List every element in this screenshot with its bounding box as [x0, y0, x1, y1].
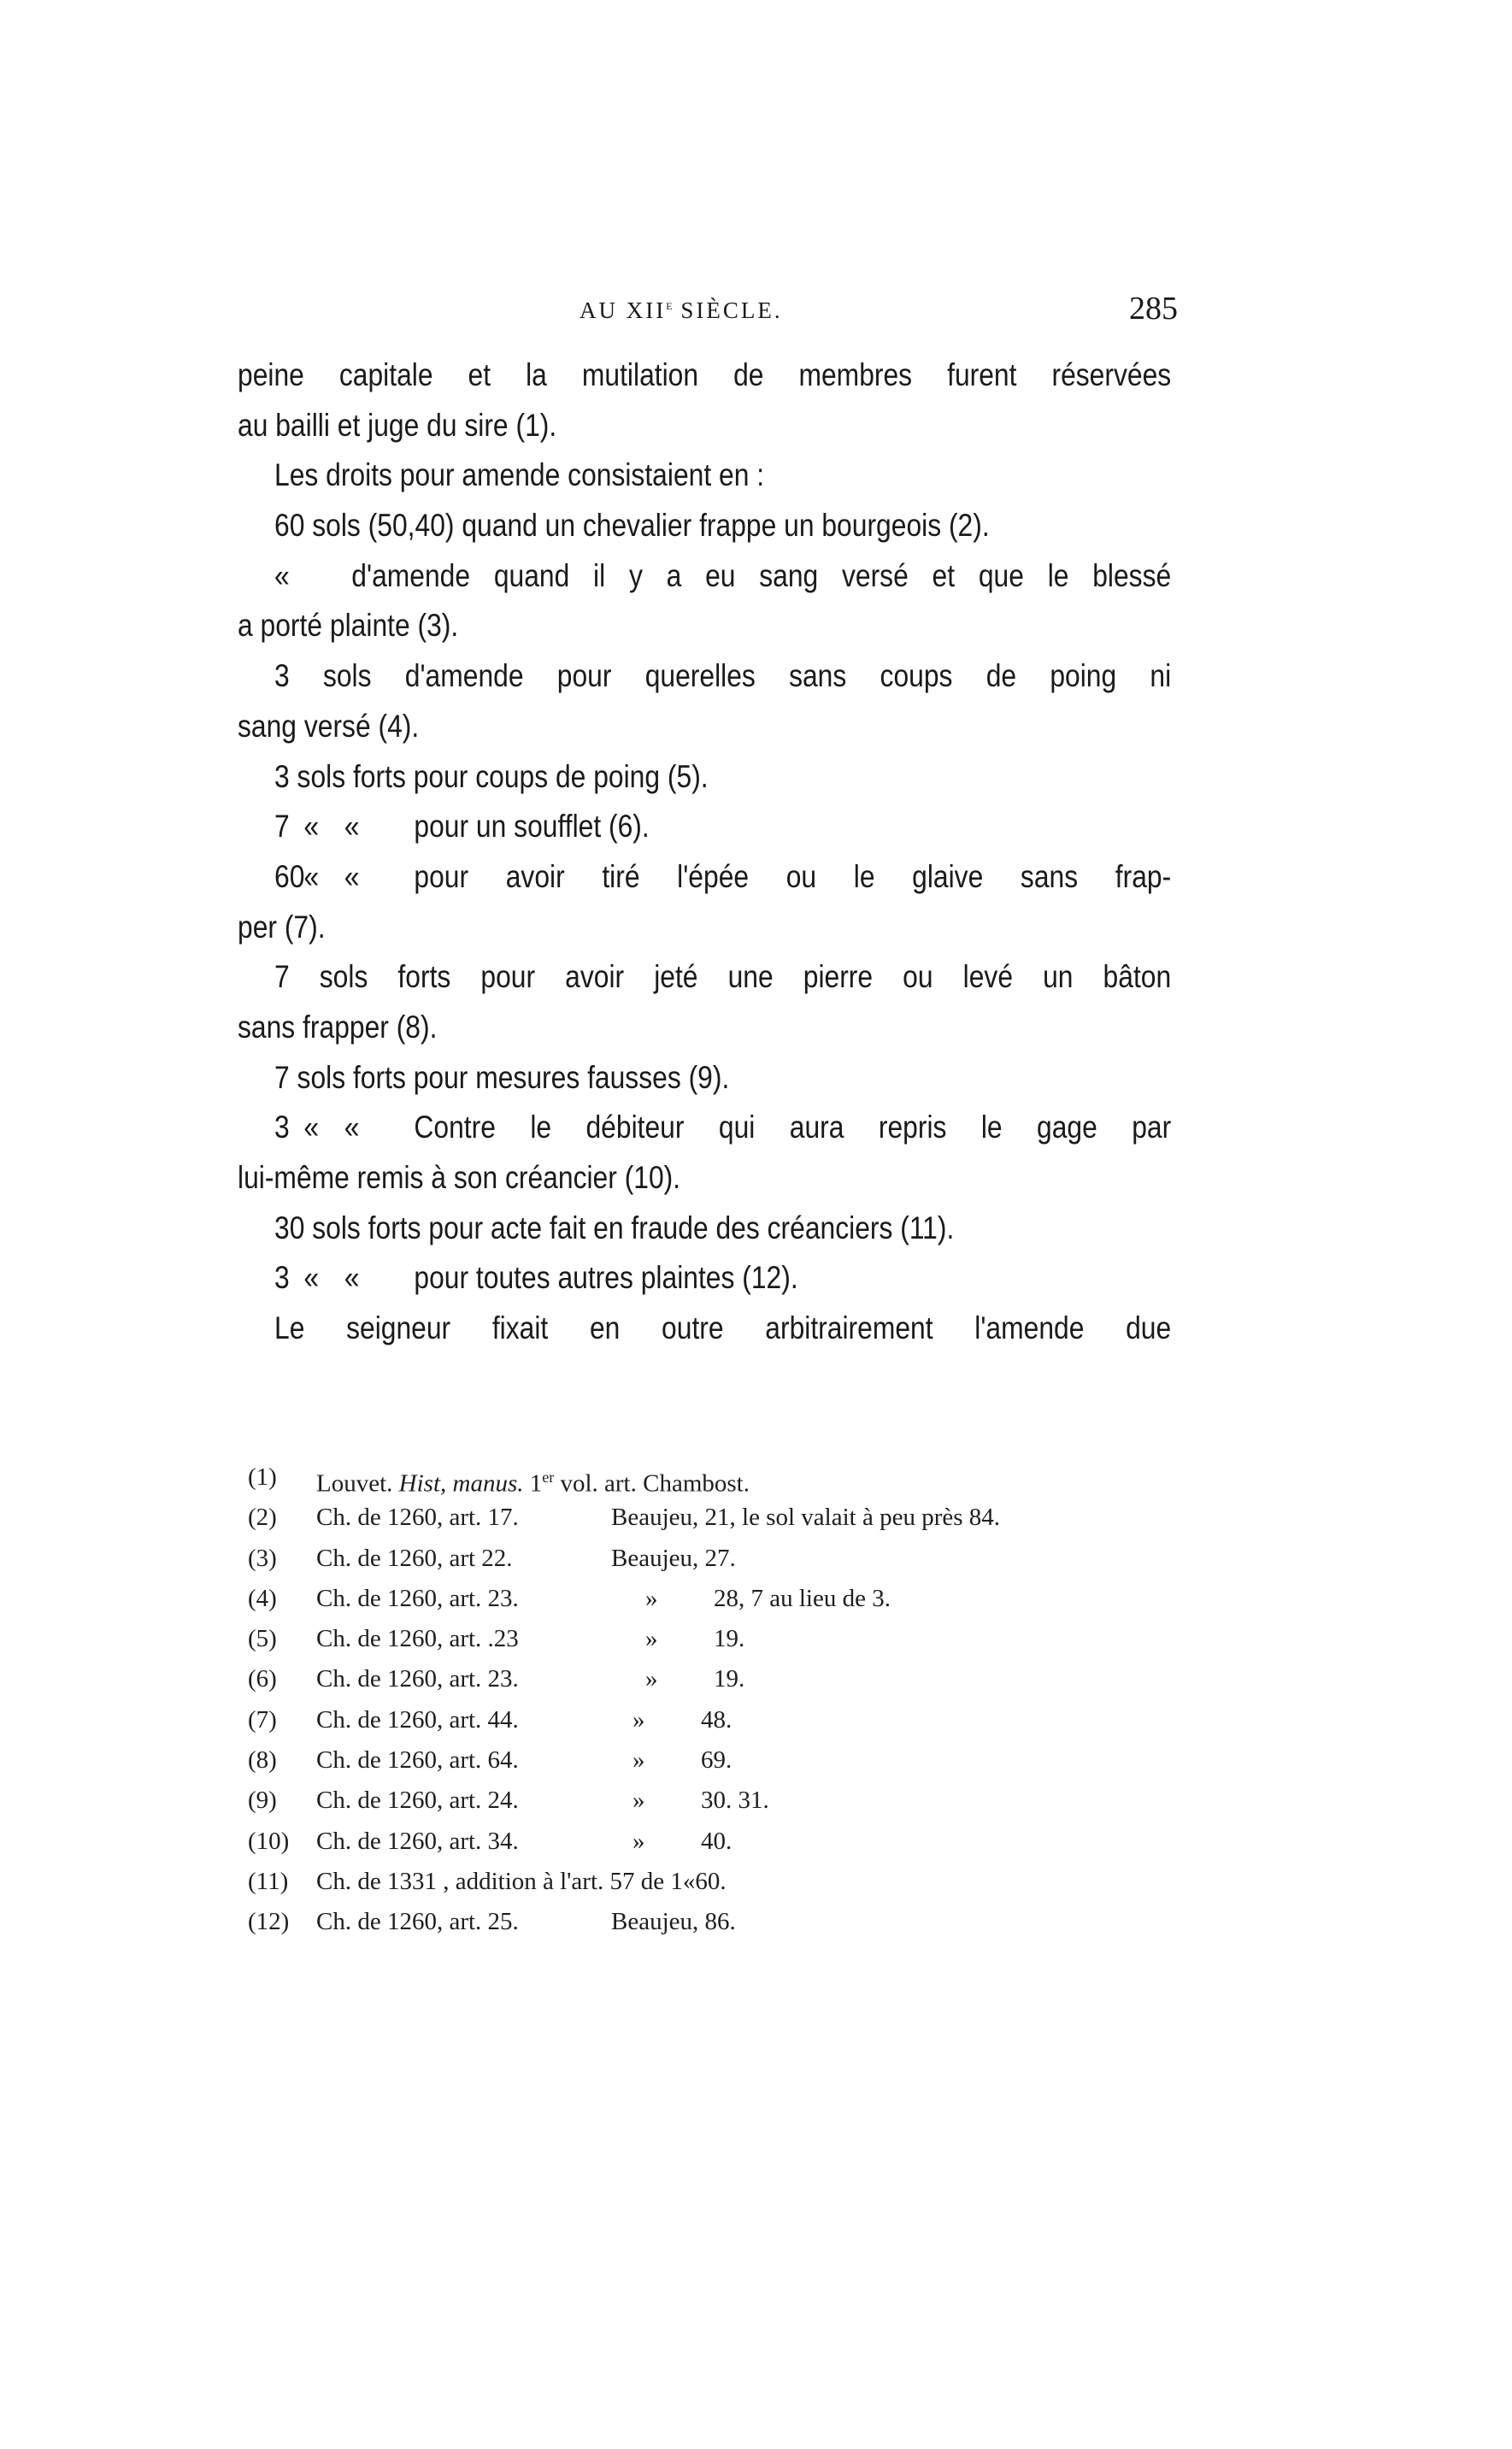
footnote: (1) Louvet. Hist, manus. 1er vol. art. Chambost.: [248, 1463, 750, 1498]
text-line: a porté plainte (3).: [238, 608, 459, 644]
text-line: per (7).: [238, 909, 326, 945]
text-line: 3 « « pour toutes autres plaintes (12).: [274, 1260, 798, 1296]
footnote: (7) Ch. de 1260, art. 44. » 48.: [248, 1705, 732, 1734]
text-line: 7 « « pour un soufflet (6).: [274, 809, 650, 845]
text-line: peine capitale et la mutilation de membres furent réservées: [238, 357, 1172, 392]
text-line: 30 sols forts pour acte fait en fraude des créanciers (11).: [274, 1210, 955, 1245]
text-line: sans frapper (8).: [238, 1009, 438, 1045]
page-number: 285: [1129, 291, 1178, 327]
text-line: 60 « « pour avoir tiré l'épée ou le glaive sans frap-: [274, 858, 1172, 894]
text-line: 3 « « Contre le débiteur qui aura repris le gage par: [274, 1110, 1172, 1145]
text-line: 60 sols (50,40) quand un chevalier frappe un bourgeois (2).: [274, 508, 990, 544]
page-header: [238, 291, 1178, 338]
footnotes: [248, 1457, 1000, 1943]
text-line: 3 sols forts pour coups de poing (5).: [274, 758, 709, 794]
text-line: sang versé (4).: [238, 708, 420, 744]
main-text: [238, 350, 1171, 1354]
footnote: (10) Ch. de 1260, art. 34. » 40.: [248, 1827, 732, 1855]
footnote: (2) Ch. de 1260, art. 17. Beaujeu, 21, le sol valait à peu près 84.: [248, 1504, 1001, 1532]
text-line: lui-même remis à son créancier (10).: [238, 1160, 681, 1195]
text-line: au bailli et juge du sire (1).: [238, 407, 557, 443]
text-line: 7 sols forts pour mesures fausses (9).: [274, 1059, 730, 1095]
footnote: (6) Ch. de 1260, art. 23. » 19.: [248, 1665, 745, 1693]
text-line: 7 sols forts pour avoir jeté une pierre ou levé un bâton: [274, 959, 1172, 995]
running-title: AU XIIe SIÈCLE.: [580, 297, 783, 323]
footnote: (3) Ch. de 1260, art 22. Beaujeu, 27.: [248, 1544, 736, 1572]
text-line: Les droits pour amende consistaient en :: [274, 457, 765, 493]
text-line: 3 sols d'amende pour querelles sans coups de poing ni: [274, 658, 1172, 694]
footnote: (4) Ch. de 1260, art. 23. » 28, 7 au lieu de 3.: [248, 1584, 891, 1612]
text-line: Le seigneur fixait en outre arbitrairement l'amende due: [274, 1310, 1172, 1346]
footnote: (9) Ch. de 1260, art. 24. » 30. 31.: [248, 1787, 769, 1815]
footnote: (5) Ch. de 1260, art. .23 » 19.: [248, 1625, 745, 1653]
text-line: « d'amende quand il y a eu sang versé et que le blessé: [274, 557, 1172, 593]
footnote: (12) Ch. de 1260, art. 25. Beaujeu, 86.: [248, 1908, 736, 1936]
footnote: (8) Ch. de 1260, art. 64. » 69.: [248, 1746, 732, 1775]
footnote: (11) Ch. de 1331 , addition à l'art. 57 de 1«60.: [248, 1867, 727, 1895]
